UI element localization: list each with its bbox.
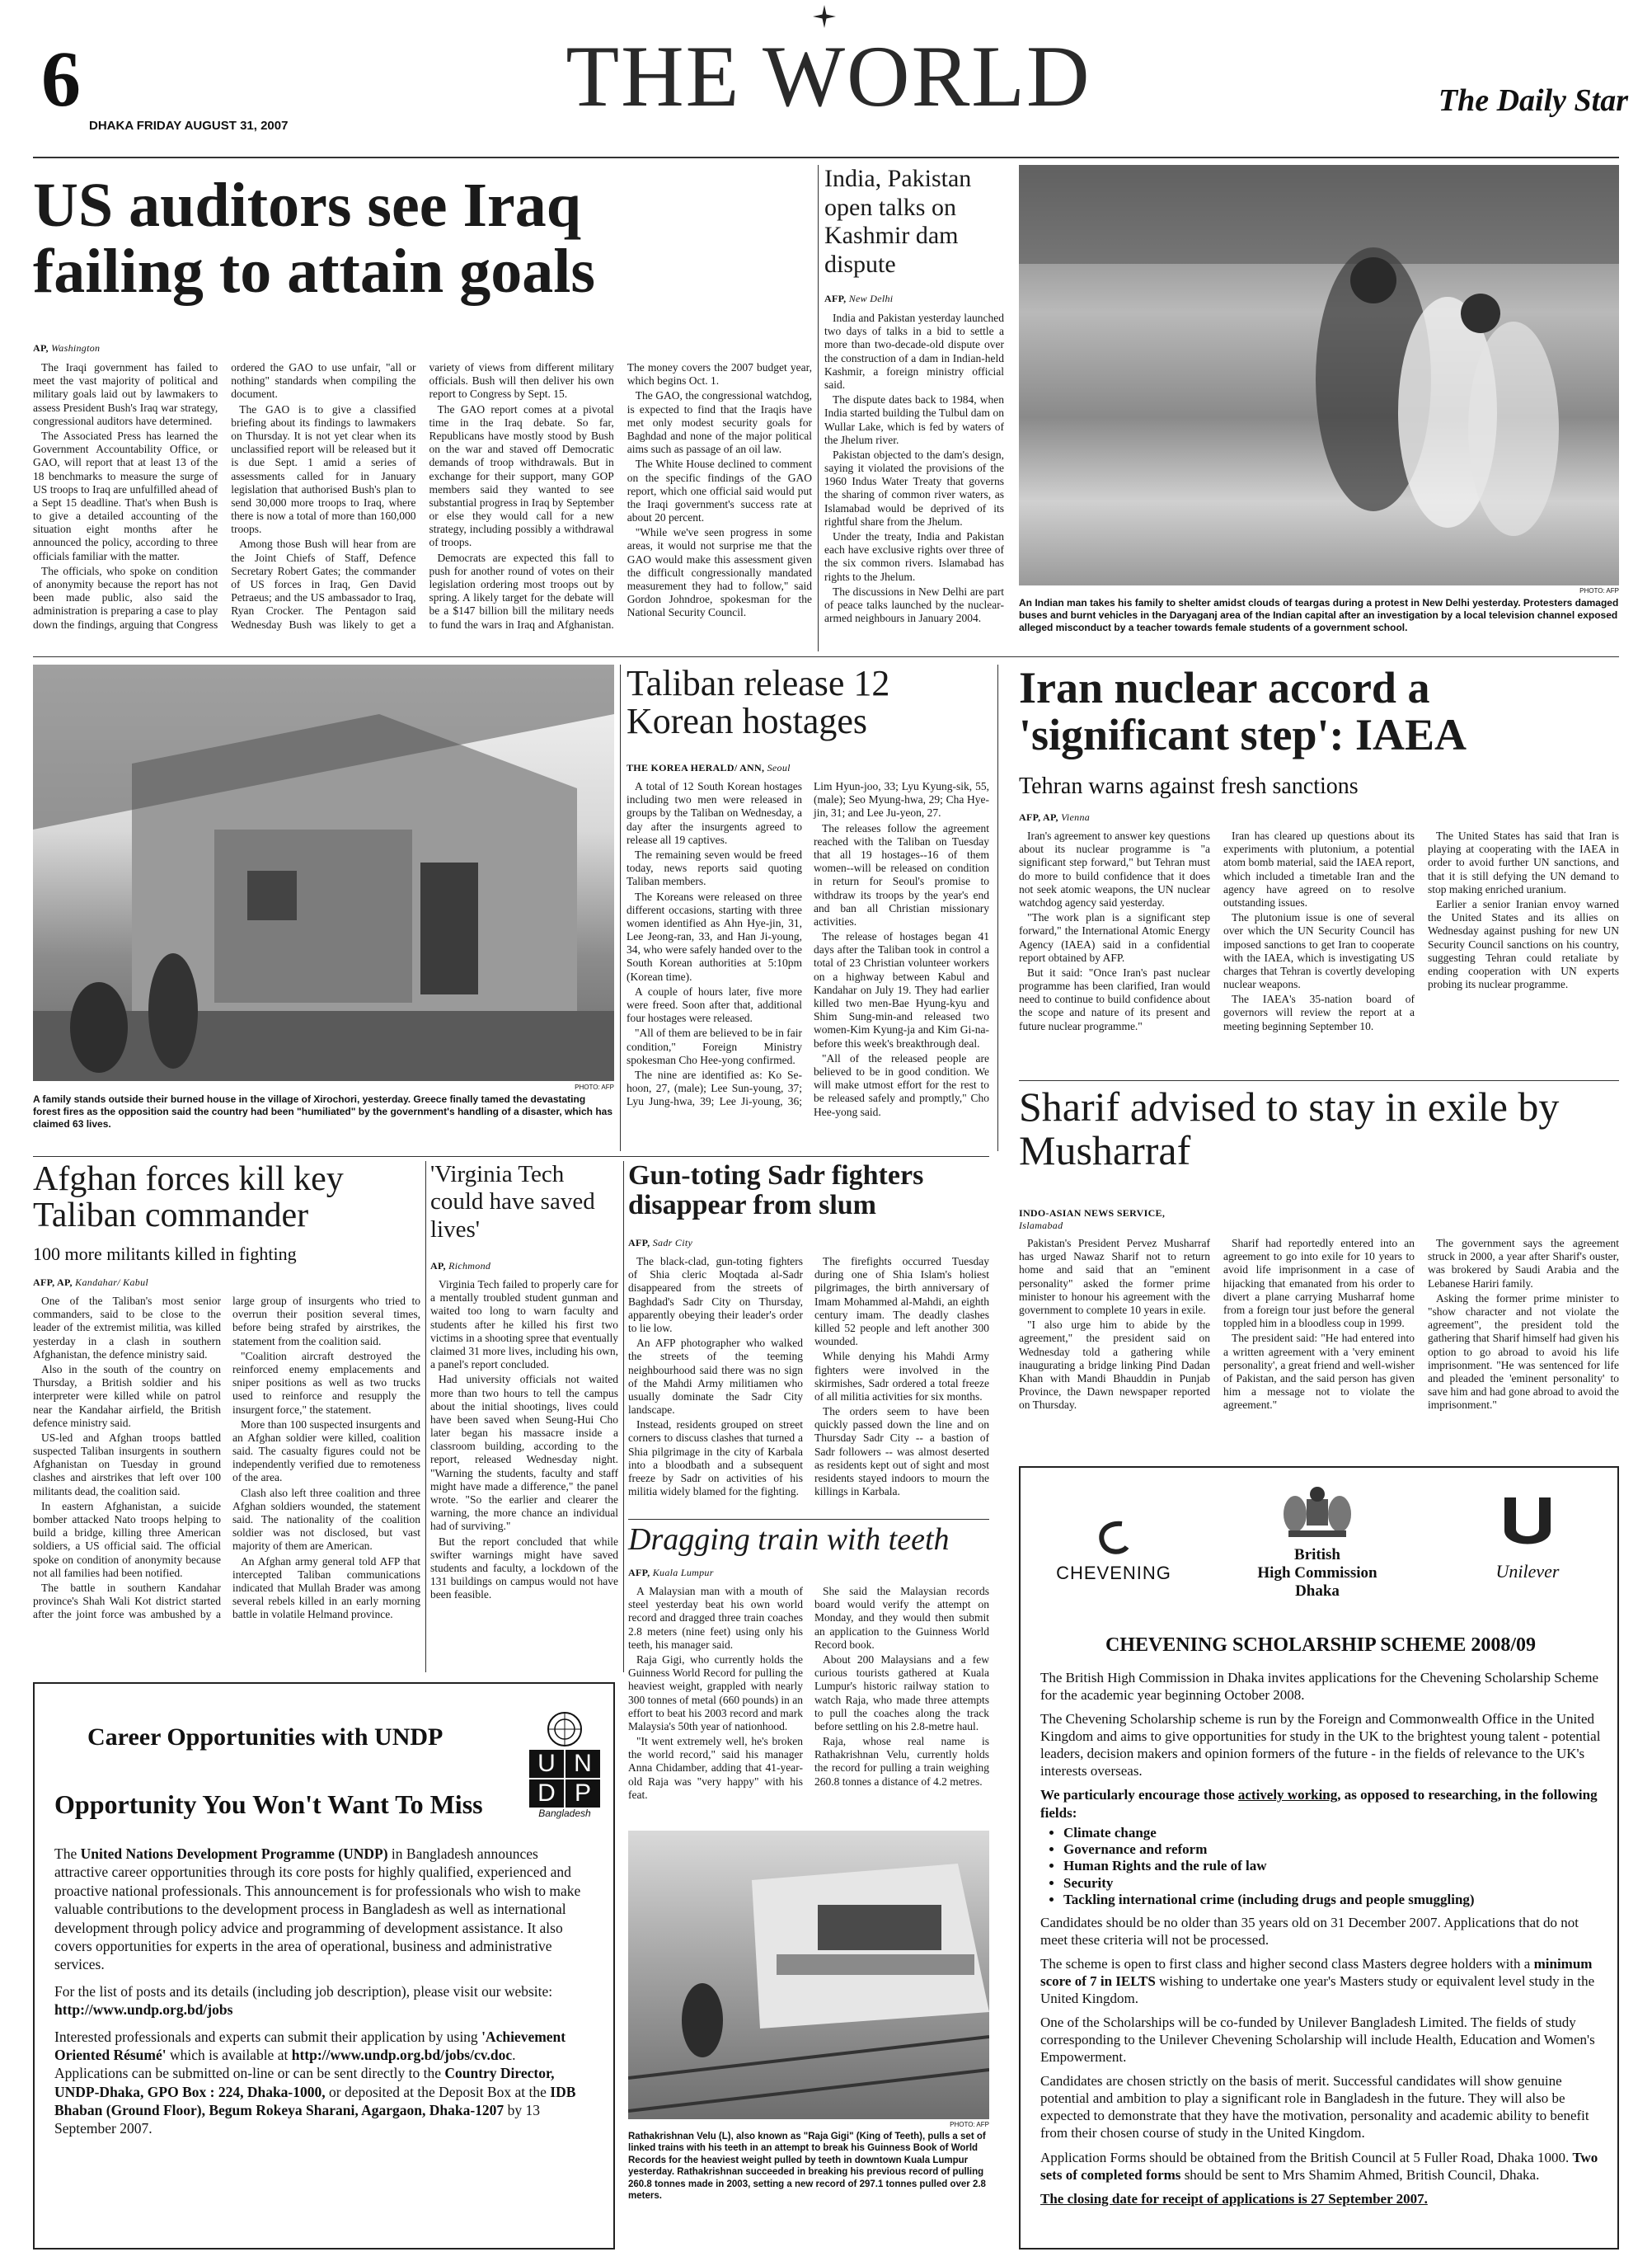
afghan-body <box>33 1295 420 1670</box>
undp-subtitle: Opportunity You Won't Want To Miss <box>54 1789 483 1819</box>
iran-headline: Iran nuclear accord a 'significant step': IAEA <box>1019 663 1467 759</box>
article-paragraph: A couple of hours later, five more were freed. Soon after that, additional four hostages were released. <box>627 985 802 1025</box>
list-item: • Governance and reform <box>1063 1841 1601 1858</box>
taliban-headline: Taliban release 12 Korean hostages <box>627 663 890 742</box>
chevening-p1: The British High Commission in Dhaka invites applications for the Chevening Scholarship Scheme for the academic year beginning October 2008. <box>1040 1670 1599 1704</box>
article-paragraph: The discussions in New Delhi are part of peace talks launched by the nuclear-armed neighbours in January 2004. <box>824 585 1004 625</box>
logo-letter: P <box>566 1779 600 1808</box>
greece-photo-credit: PHOTO: AFP <box>575 1084 614 1091</box>
train-photo-credit: PHOTO: AFP <box>950 2121 989 2128</box>
sharif-headline: Sharif advised to stay in exile by Musharraf <box>1019 1084 1560 1173</box>
chevening-p4: Candidates should be no older than 35 years old on 31 December 2007. Applications that do not meet these criteria will not be processed. <box>1040 1914 1579 1948</box>
article-paragraph: Among those Bush will hear from are the Joint Chiefs of Staff, Defence Secretary Robert Gates; the commander of US forces in Iraq, Gen David Petraeus; and the US ambassador to Iraq, Ryan Crocker. The Pentagon said Wednesday Bush was likely to get a variety of views from different military officials. Bush will then deliver his own report to Congress by Sept. 15. <box>231 361 614 631</box>
article-paragraph: An Afghan army general told AFP that intercepted Taliban communications indicated that Mullah Brader was among several rebels killed in an early morning battle in volatile Helmand province. <box>232 1554 420 1621</box>
article-paragraph: She said the Malaysian records board would verify the attempt on Monday, and they would then submit an application to the Guinness World Record book. <box>814 1585 989 1651</box>
article-paragraph: "While we've seen progress in some areas, it would not surprise me that the GAO would make this assessment given the difficult congressionally mandated measurement they had to follow," said Gordon Johndroe, spokesman for the National Security Council. <box>627 526 812 619</box>
chevening-title: CHEVENING SCHOLARSHIP SCHEME 2008/09 <box>1105 1634 1537 1656</box>
chevening-ad <box>1019 1466 1619 2250</box>
article-paragraph: The orders seem to have been quickly passed down the line and on Thursday Sadr City -- a bastion of Sadr followers -- was almost deserted as residents kept out of sight and most residents stayed indoors to mourn the killings in Karbala. <box>814 1405 989 1498</box>
logo-letter: D <box>529 1779 564 1808</box>
iraq-story <box>33 165 812 651</box>
article-paragraph: The Koreans were released on three different occasions, starting with three women identified as Ahn Hye-jin, 31, Lee Jeong-ran, 33, and Han Ji-young, 34, who were safely handed over to the South Korean authorities at 5:10pm (Korean time). <box>627 890 802 983</box>
article-paragraph: Clash also left three coalition and three Afghan soldiers wounded, the statement said. The nationality of the coalition soldier was not disclosed, but vast majority of them are American. <box>232 1486 420 1553</box>
article-paragraph: In eastern Afghanistan, a suicide bomber attacked Nato troops helping to build a bridge, killing three American soldiers, a US official said. The official spoke on condition of anonymity because not all families had been notified. <box>33 1499 221 1579</box>
column-rule <box>425 1161 426 1672</box>
sharif-credit: INDO-ASIAN NEWS SERVICE, Islamabad <box>1019 1207 1166 1231</box>
article-paragraph: A Malaysian man with a mouth of steel yesterday beat his own world record and dragged three train coaches 2.8 meters (nine feet) using only his teeth, his manager said. <box>628 1585 803 1651</box>
chevening-p8: Application Forms should be obtained from the British Council at 5 Fuller Road, Dhaka 1000. Two sets of completed forms should be sent to Mrs Shamim Ahmed, British Council, Dhaka. <box>1040 2149 1598 2183</box>
undp-title: Career Opportunities with UNDP <box>87 1723 444 1751</box>
iran-subhead: Tehran warns against fresh sanctions <box>1019 773 1359 799</box>
vtech-story <box>430 1161 618 1672</box>
list-item: • Climate change <box>1063 1825 1601 1841</box>
article-paragraph: Democrats are expected this fall to push for another round of votes on their legislation ordering most troops out by spring. A likely target for the debate will be a $147 billion bill the military needs to fund the wars in Iraq and Afghanistan. The money covers the 2007 budget year, which begins Oct. 1. <box>429 361 812 631</box>
chevening-p7: Candidates are chosen strictly on the basis of merit. Successful candidates will show genuine potential and ambition to play a significant role in Bangladesh in the future. They will also be expected to demonstrate that they have the motivation, personality and academic ability to benefit from their chosen course of study in the United Kingdom. <box>1040 2073 1589 2141</box>
afghan-headline: Afghan forces kill key Taliban commander <box>33 1160 344 1235</box>
article-paragraph: The remaining seven would be freed today, news reports said quoting Taliban members. <box>627 848 802 888</box>
delhi-photo-credit: PHOTO: AFP <box>1579 587 1619 595</box>
british-high-commission-logo <box>1227 1484 1408 1601</box>
undp-jobs-link[interactable]: http://www.undp.org.bd/jobs <box>54 2001 233 2019</box>
page-number: 6 <box>41 35 81 123</box>
article-paragraph: "All of the released people are believed to be in good condition. We will make utmost effort for the rest to be released safely and promptly," Cho Hee-yong said. <box>814 1051 989 1118</box>
delhi-photo-caption: An Indian man takes his family to shelter amidst clouds of teargas during a protest in New Delhi yesterday. Protesters damaged buses and burnt vehicles in the Daryaganj area of the Indian capital after an investigation by a local television channel exposed alleged misconduct by a teacher towards female students of a government school. <box>1019 597 1619 633</box>
bhc-line: High Commission <box>1257 1564 1377 1582</box>
taliban-body <box>627 780 989 1149</box>
iran-credit: AFP, AP, Vienna <box>1019 811 1091 823</box>
article-paragraph: Raja, whose real name is Rathakrishnan Velu, currently holds the record for pulling a train weighing 260.8 tonnes a distance of 4.2 metres. <box>814 1735 989 1788</box>
bhc-line: British <box>1294 1546 1340 1563</box>
article-paragraph: The president said: "He had entered into a written agreement with a 'very eminent personality', a great friend and well-wisher of Pakistan, and the said person has given him a message not to violate the agreement." <box>1223 1332 1415 1412</box>
article-paragraph: "All of them are believed to be in fair condition," Foreign Ministry spokesman Cho Hee-yong confirmed. <box>627 1027 802 1066</box>
sadr-story <box>628 1161 989 1516</box>
article-paragraph: The firefights occurred Tuesday during one of Shia Islam's holiest pilgrimages, the birth anniversary of Imam Mohammed al-Mahdi, an eighth century imam. The deadly clashes killed 52 people and left another 300 wounded. <box>814 1255 989 1348</box>
teeth-headline: Dragging train with teeth <box>628 1522 950 1557</box>
article-paragraph: The Associated Press has learned the Government Accountability Office, or GAO, will report that at least 13 of the 18 benchmarks to measure the surge of US troops to Iraq are unfulfilled ahead of a Sept 15 deadline. That's when Bush is to give a detailed accounting of the situation eight months after he announced the policy, according to three officials familiar with the matter. <box>33 429 218 562</box>
greece-photo-caption: A family stands outside their burned house in the village of Xirochori, yesterday. Greece finally tamed the devastating forest fires as the opposition said the country had been "humiliated" by the government's handling of a disaster, which has claimed 63 lives. <box>33 1093 613 1130</box>
teeth-body <box>628 1585 989 1824</box>
article-paragraph: The nine are identified as: Ko Se-hoon, 27, (male); Lee Sun-young, 37; Lyu Jung-hwa, 39; Lee Ji-young, 36; Lim Hyun-joo, 33; Lyu Kyung-sik, 55, (male); Seo Myung-hwa, 29; Cha Hye-jin, 31; and Lee Ju-yeon, 27. <box>627 780 989 1108</box>
column-rule <box>997 665 998 1151</box>
chevening-closing-date: The closing date for receipt of applications is 27 September 2007. <box>1040 2190 1428 2207</box>
undp-para-2: For the list of posts and its details (including job description), please visit our website: http://www.undp.org.bd/jobs <box>54 1982 553 2019</box>
masthead-rule <box>33 157 1619 158</box>
fields-list <box>1063 1825 1601 1909</box>
article-paragraph: One of the Taliban's most senior commanders, said to be close to the leader of the extremist militia, was killed yesterday in a clash in southern Afghanistan, the defence ministry said. <box>33 1295 221 1361</box>
article-paragraph: The release of hostages began 41 days after the Taliban took in control a total of 23 Christian volunteer workers on a highway between Kabul and Kandahar on July 19. They had earlier killed two men-Bae Hyung-kyu and Shim Sung-min-and released two women-Kim Kyung-ja and Kim Gi-na-before this week's breakthrough deal. <box>814 930 989 1050</box>
section-rule <box>628 1519 989 1520</box>
article-paragraph: "I also urge him to abide by the agreement," the president said on Wednesday told a gathering while inaugurating a bridge linking Pind Dadan Khan with Mandi Bhauddin in Punjab Province, the Dawn newspaper reported on Thursday. <box>1019 1319 1210 1412</box>
list-item: • Security <box>1063 1875 1601 1892</box>
section-title: THE WORLD <box>566 28 1091 125</box>
article-paragraph: Earlier a senior Iranian envoy warned the United States and its allies on Wednesday against pushing for new UN Security Council sanctions on his country, suggesting Tehran could retaliate by ending cooperation with UN experts probing its nuclear programme. <box>1428 897 1619 991</box>
sadr-credit: AFP, Sadr City <box>628 1237 693 1248</box>
unilever-logo: Unilever <box>1466 1491 1589 1582</box>
iraq-headline: US auditors see Iraq failing to attain goals <box>33 171 595 306</box>
article-paragraph: A total of 12 South Korean hostages including two men were released in groups by the Taliban on Wednesday, a day after the insurgents agreed to release all 19 captives. <box>627 780 802 846</box>
kashmir-headline: India, Pakistan open talks on Kashmir dam dispute <box>824 165 972 278</box>
article-paragraph: The GAO, the congressional watchdog, is expected to find that the Iraqis have met only modest security goals for Baghdad and none of the major political aims such as passage of an oil law. <box>627 389 812 456</box>
column-rule <box>620 665 621 1151</box>
article-paragraph: Asking the former prime minister to "show character and not violate the agreement", the president told the gathering that Sharif himself had given his option to go abroad to avoid his life imprisonment. "He was sentenced for life and pleaded the 'eminent personality' to save him and had gone abroad to avoid the imprisonment." <box>1428 1291 1619 1412</box>
article-paragraph: Sharif had reportedly entered into an agreement to go into exile for 10 years to avoid life imprisonment in a case of hijacking that emanated from his order to divert a plane carrying Musharraf home from a foreign tour just before the general toppled him in a bloodless coup in 1999. <box>1223 1237 1415 1330</box>
logo-caption: Bangladesh <box>538 1808 591 1819</box>
chevening-p3: We particularly encourage those actively working, as opposed to researching, in the following fields: <box>1040 1787 1598 1821</box>
article-paragraph: Iran has cleared up questions about its experiments with plutonium, a potential atom bomb material, said the IAEA report, which included a timetable Iran and the agency have agreed on to resolve outstanding issues. <box>1223 830 1415 909</box>
article-paragraph: The battle in southern Kandahar province's Shah Wali Kot district started after the joint force was ambushed by a large group of insurgents who tried to overrun their position several times, before being strafed by airstrikes, the statement from the coalition said. <box>33 1295 420 1621</box>
paper-name: The Daily Star <box>1438 83 1628 118</box>
article-paragraph: But it said: "Once Iran's past nuclear programme has been clarified, Iran would need to continue to build confidence about the scope and nature of its present and future nuclear programme." <box>1019 966 1210 1032</box>
article-paragraph: Virginia Tech failed to properly care for a mentally troubled student gunman and waited too long to warn faculty and students after he killed his first two victims in a shooting spree that eventually claimed 31 more lives, including his own, a panel's report concluded. <box>430 1278 618 1371</box>
iraq-body <box>33 361 812 650</box>
undp-para-1: The United Nations Development Programme (UNDP) in Bangladesh announces attractive career opportunities through its core posts for highly qualified, experienced and proactive national professionals. This announcement is for professionals who wish to make valuable contributions to the development process in Bangladesh as well as international development through policy advice and programming of development assistance. It also covers opportunities for experts in the area of operational, business and administrative services. <box>54 1845 581 1973</box>
article-paragraph: Had university officials not waited more than two hours to tell the campus about the initial shootings, lives could have been saved when Seung-Hui Cho later began his massacre inside a classroom building, according to the report, released Wednesday night. "Warning the students, faculty and staff might have made a difference," the panel wrote. "So the earlier and clearer the warning, the more chance an individual had of surviving." <box>430 1373 618 1533</box>
undp-logo <box>529 1709 600 1819</box>
article-paragraph: The plutonium issue is one of several over which the UN Security Council has imposed sanctions to get Iran to cooperate with the IAEA, which is investigating US charges that Tehran is covertly developing nuclear weapons. <box>1223 911 1415 991</box>
vtech-body <box>430 1278 618 1670</box>
section-rule <box>33 1156 989 1157</box>
article-paragraph: About 200 Malaysians and a few curious tourists gathered at Kuala Lumpur's historic railway station to watch Raja, who made three attempts to pull the coaches along the track before settling on his 2.8-metre haul. <box>814 1652 989 1732</box>
article-paragraph: Under the treaty, India and Pakistan each have exclusive rights over three of the six common rivers. Islamabad has rights to the Jhelum. <box>824 530 1004 583</box>
article-paragraph: Raja Gigi, who currently holds the Guinness World Record for pulling the heaviest weight, grappled with nearly 300 tonnes of metal (660 pounds) in an effort to beat his 2003 record and mark Malaysia's 50th year of nationhood. <box>628 1652 803 1732</box>
unilever-u-icon <box>1466 1491 1589 1561</box>
article-paragraph: The White House declined to comment on the specific findings of the GAO report, which one official said would put the Iraqi government's success rate at about 20 percent. <box>627 458 812 524</box>
bhc-line: Dhaka <box>1295 1582 1340 1600</box>
article-paragraph: The IAEA's 35-nation board of governors will review the report at a meeting beginning September 10. <box>1223 993 1415 1032</box>
iran-body <box>1019 830 1619 1077</box>
article-paragraph: The United States has said that Iran is playing at cooperating with the IAEA in order to avoid further UN sanctions, and that it is still defying the UN demand to stop making enriched uranium. <box>1428 830 1619 896</box>
royal-coat-of-arms-icon <box>1227 1484 1408 1546</box>
taliban-credit: THE KOREA HERALD/ ANN, Seoul <box>627 762 791 773</box>
kashmir-credit: AFP, New Delhi <box>824 293 894 304</box>
list-item: • Human Rights and the rule of law <box>1063 1858 1601 1874</box>
dateline: DHAKA FRIDAY AUGUST 31, 2007 <box>89 119 289 133</box>
train-photo-caption: Rathakrishnan Velu (L), also known as "Raja Gigi" (King of Teeth), pulls a set of linked trains with his teeth in an attempt to break his Guinness Book of World Records for the heaviest weight pulled by teeth in downtown Kuala Lumpur yesterday. Rathakrishnan succeeded in breaking his previous record of pulling 260.8 tonnes made in 2003, setting a new record of 297.1 tonnes pulled over 2.8 meters. <box>628 2132 986 2201</box>
un-emblem-icon <box>529 1709 600 1750</box>
undp-ad-body <box>54 1845 590 2138</box>
teeth-credit: AFP, Kuala Lumpur <box>628 1567 714 1578</box>
logo-letter: N <box>566 1750 600 1778</box>
article-paragraph: "It went extremely well, he's broken the world record," said his manager Anna Chidamber, adding that 41-year-old Raja was "very happy" with his feat. <box>628 1735 803 1801</box>
chevening-swirl-icon <box>1044 1517 1184 1563</box>
article-paragraph: The officials, who spoke on condition of anonymity because the report has not been made public, also said the administration is preparing a case to play down the findings, arguing that Congress ordered the GAO to use unfair, "all or nothing" standards when compiling the document. <box>33 361 416 631</box>
delhi-protest-photo <box>1019 165 1619 585</box>
chevening-logo: CHEVENING <box>1044 1517 1184 1584</box>
article-paragraph: The government says the agreement struck in 2000, a year after Sharif's ouster, was brokered by Saudi Arabia and the Lebanese Hariri family. <box>1428 1237 1619 1290</box>
afghan-subhead: 100 more militants killed in fighting <box>33 1243 297 1264</box>
kashmir-body <box>824 312 1004 650</box>
article-paragraph: The GAO report comes at a pivotal time in the Iraq debate. So far, Republicans have mostly stood by Bush on the war and staved off Democratic demands of troop withdrawals. But in exchange for their support, many GOP members said they wanted to see substantial progress in Iraq by September or else they would call for a new strategy, including possibly a withdrawal of troops. <box>429 402 614 549</box>
section-rule <box>1019 1080 1619 1081</box>
column-rule <box>818 165 819 651</box>
article-paragraph: The releases follow the agreement reached with the Taliban on Tuesday that all 19 hostages--16 of them women--will be released on condition in return for Seoul's promise to withdraw its troops by the year's end and ban all Christian missionary activities. <box>814 821 989 928</box>
article-paragraph: Pakistan objected to the dam's design, saying it violated the provisions of the 1960 Indus Water Treaty that governs the sharing of common river waters, as Islamabad would be deprived of its rightful share from the Jhelum. <box>824 448 1004 528</box>
article-paragraph: Instead, residents grouped on street corners to discuss clashes that turned a Shia pilgrimage in the city of Karbala into a bloodbath and a subsequent freeze by Sadr on activities of his militia widely blamed for the fighting. <box>628 1418 803 1498</box>
article-paragraph: "The work plan is a significant step forward," the International Atomic Energy Agency (IAEA) said in a confidential report obtained by AFP. <box>1019 911 1210 964</box>
article-paragraph: India and Pakistan yesterday launched two days of talks in a bid to settle a more than two-decade-old dispute over the construction of a dam in Indian-held Kashmir, a foreign ministry official said. <box>824 312 1004 391</box>
article-paragraph: While denying his Mahdi Army fighters were involved in the skirmishes, Sadr ordered a total freeze of all militia activities for six months. <box>814 1350 989 1403</box>
chevening-body <box>1040 1669 1601 2207</box>
sharif-body <box>1019 1237 1619 1453</box>
article-paragraph: Iran's agreement to answer key questions about its nuclear programme is "a significant step forward," but Tehran must do more to build confidence that it does not seek atomic weapons, the UN nuclear watchdog agency said yesterday. <box>1019 830 1210 909</box>
chevening-p5: The scheme is open to first class and higher second class Masters degree holders with a minimum score of 7 in IELTS wishing to undertake one year's Masters study or equivalent level study in the United Kingdom. <box>1040 1955 1595 2006</box>
chevening-p6: One of the Scholarships will be co-funded by Unilever Bangladesh Limited. The fields of study corresponding to the Unilever Chevening Scholarship will include Health, Education and Women's Empowerment. <box>1040 2014 1595 2066</box>
delhi-photo-block <box>1019 165 1619 651</box>
taliban-hostages-story <box>627 665 989 1151</box>
vtech-credit: AP, Richmond <box>430 1260 491 1272</box>
article-paragraph: More than 100 suspected insurgents and an Afghan soldier were killed, coalition said. The casualty figures could not be independently verified due to remoteness of the area. <box>232 1417 420 1484</box>
article-paragraph: The Iraqi government has failed to meet the vast majority of political and military goals laid out by lawmakers to assess President Bush's Iraq war strategy, congressional auditors have determined. <box>33 361 218 427</box>
logo-letter: U <box>529 1750 564 1778</box>
article-paragraph: The dispute dates back to 1984, when India started building the Tulbul dam on Wullar Lake, which is fed by waters of the Jhelum river. <box>824 393 1004 446</box>
chevening-p2: The Chevening Scholarship scheme is run by the Foreign and Commonwealth Office in the United Kingdom and aims to give opportunities for study in the UK to the brightest young talent - potential leaders, decision makers and opinion formers of the future - in the fields of relevance to the UK's interests overseas. <box>1040 1711 1601 1779</box>
article-paragraph: Also in the south of the country on Thursday, a British soldier and his interpreter were killed while on patrol near the Kandahar airfield, the British defence ministry said. <box>33 1362 221 1429</box>
iraq-credit: AP, Washington <box>33 342 101 354</box>
article-paragraph: The GAO is to give a classified briefing about its findings to lawmakers on Thursday. It is not yet clear when its unclassified report will be released but it is due Sept. 1 amid a series of assessments called for in January legislation that authorised Bush's plan to send 30,000 more troops to Iraq, where there is now a total of more than 160,000 troops. <box>231 402 416 536</box>
masthead <box>0 0 1652 157</box>
article-paragraph: "Coalition aircraft destroyed the reinforced enemy emplacements and sniper positions as well as two trucks used to reinforce and resupply the insurgent force," the statement. <box>232 1349 420 1416</box>
greece-photo-block <box>33 665 614 1151</box>
train-photo <box>628 1831 989 2119</box>
article-paragraph: The black-clad, gun-toting fighters of Shia cleric Moqtada al-Sadr disappeared from the streets of Baghdad's Sadr City on Thursday, apparently obeying their leader's order to lie low. <box>628 1255 803 1334</box>
afghan-story <box>33 1161 420 1672</box>
afghan-credit: AFP, AP, Kandahar/ Kabul <box>33 1276 149 1288</box>
undp-cv-link[interactable]: http://www.undp.org.bd/jobs/cv.doc <box>291 2046 513 2063</box>
sadr-headline: Gun-toting Sadr fighters disappear from slum <box>628 1160 924 1220</box>
greece-burned-house-photo <box>33 665 614 1081</box>
undp-ad <box>33 1682 615 2250</box>
sharif-story <box>1019 1085 1619 1456</box>
undp-para-3: Interested professionals and experts can submit their application by using 'Achievement Oriented Résumé' which is available at http://www.undp.org.bd/jobs/cv.doc. Applications can be submitted on-line or can be sent directly to the Country Director, UNDP-Dhaka, GPO Box : 224, Dhaka-1000, or deposited at the Deposit Box at the IDB Bhaban (Ground Floor), Begum Rokeya Sharani, Agargaon, Dhaka-1207 by 13 September 2007. <box>54 2028 576 2137</box>
kashmir-story <box>824 165 1004 651</box>
list-item: • Tackling international crime (including drugs and people smuggling) <box>1063 1892 1601 1908</box>
column-rule <box>623 1161 624 1672</box>
article-paragraph: US-led and Afghan troops battled suspected Taliban insurgents in southern Afghanistan on Tuesday in ground clashes and airstrikes that left over 100 militants dead, the coalition said. <box>33 1431 221 1497</box>
sadr-body <box>628 1255 989 1514</box>
iran-story <box>1019 665 1619 1077</box>
teeth-story <box>628 1524 989 2250</box>
article-paragraph: But the report concluded that while swifter warnings might have saved students and faculty, a lockdown of the 131 buildings on campus would not have been feasible. <box>430 1535 618 1601</box>
article-paragraph: Pakistan's President Pervez Musharraf has urged Nawaz Sharif not to return home and said that an "eminent personality" asked the former prime minister to honour his agreement with the government to complete 10 years in exile. <box>1019 1237 1210 1316</box>
section-rule <box>33 656 1619 657</box>
article-paragraph: An AFP photographer who walked the streets of the teeming neighbourhood said there was no sign of the Mahdi Army militiamen who usually dominate the Sadr City landscape. <box>628 1337 803 1417</box>
vtech-headline: 'Virginia Tech could have saved lives' <box>430 1161 595 1243</box>
